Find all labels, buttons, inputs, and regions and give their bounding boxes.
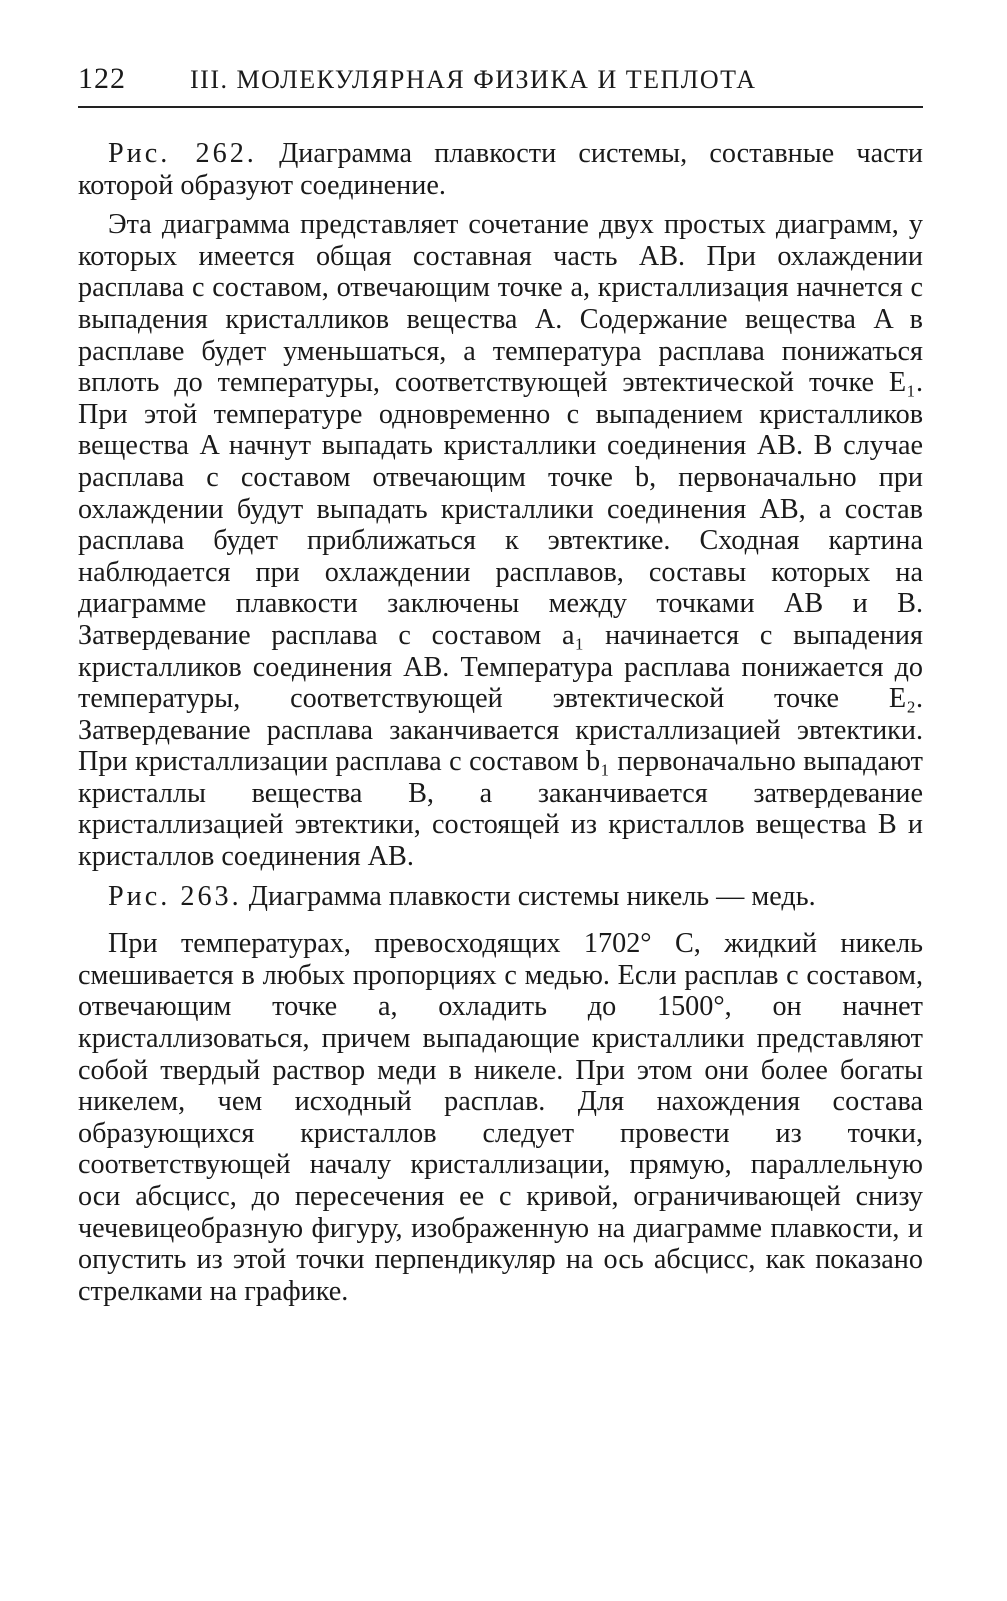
figure-262-label: Рис. 262. [108, 138, 257, 169]
paragraph-nickel-copper: При температурах, превосходящих 1702° С, жидкий никель смешивается в любых пропорциях с медью. Если расплав с составом, отвечающим точке a, охладить до 1500°, он начнет кристаллизоваться, причем выпадающие кристаллики представляют собой твердый раствор меди в никеле. При этом они более богаты никелем, чем исходный расплав. Для нахождения состава образующихся кристаллов следует провести из точки, соответствующей началу кристаллизации, прямую, параллельную оси абсцисс, до пересечения ее с кривой, ограничивающей снизу чечевицеобразную фигуру, изображенную на диаграмме плавкости, и опустить из этой точки перпендикуляр на ось абсцисс, как показано стрелками на графике. [78, 928, 923, 1307]
figure-262-caption [78, 138, 923, 201]
figure-262-text: Диаграмма плавкости системы, составные части которой образуют соединение. [78, 138, 923, 201]
figure-263-text: Диаграмма плавкости системы никель — медь. [248, 880, 816, 912]
paragraph-eutectic-description: Эта диаграмма представляет сочетание двух простых диаграмм, у которых имеется общая составная часть AB. При охлаждении расплава с составом, отвечающим точке a, кристаллизация начнется с выпадения кристалликов вещества A. Содержание вещества A в расплаве будет уменьшаться, а температура расплава понижаться вплоть до температуры, соответствующей эвтектической точке E₁. При этой температуре одновременно с выпадением кристалликов вещества A начнут выпадать кристаллики соединения AB. В случае расплава с составом отвечающим точке b, первоначально при охлаждении будут выпадать кристаллики соединения AB, а состав расплава будет приближаться к эвтектике. Сходная картина наблюдается при охлаждении расплавов, составы которых на диаграмме плавкости заключены между точками AB и B. Затвердевание расплава с составом a₁ начинается с выпадения кристалликов соединения AB. Температура расплава понижается до температуры, соответствующей эвтектической точке E₂. Затвердевание расплава заканчивается кристаллизацией эвтектики. При кристаллизации расплава с составом b₁ первоначально выпадают кристаллы вещества B, а заканчивается затвердевание кристаллизацией эвтектики, состоящей из кристаллов вещества B и кристаллов соединения AB. [78, 209, 923, 873]
figure-263-caption [78, 881, 923, 913]
book-page [78, 62, 923, 1307]
running-title: III. МОЛЕКУЛЯРНАЯ ФИЗИКА И ТЕПЛОТА [190, 65, 757, 94]
text-body [78, 138, 923, 1307]
running-header [78, 62, 923, 108]
figure-263-label: Рис. 263. [108, 880, 242, 912]
page-number: 122 [78, 62, 126, 95]
